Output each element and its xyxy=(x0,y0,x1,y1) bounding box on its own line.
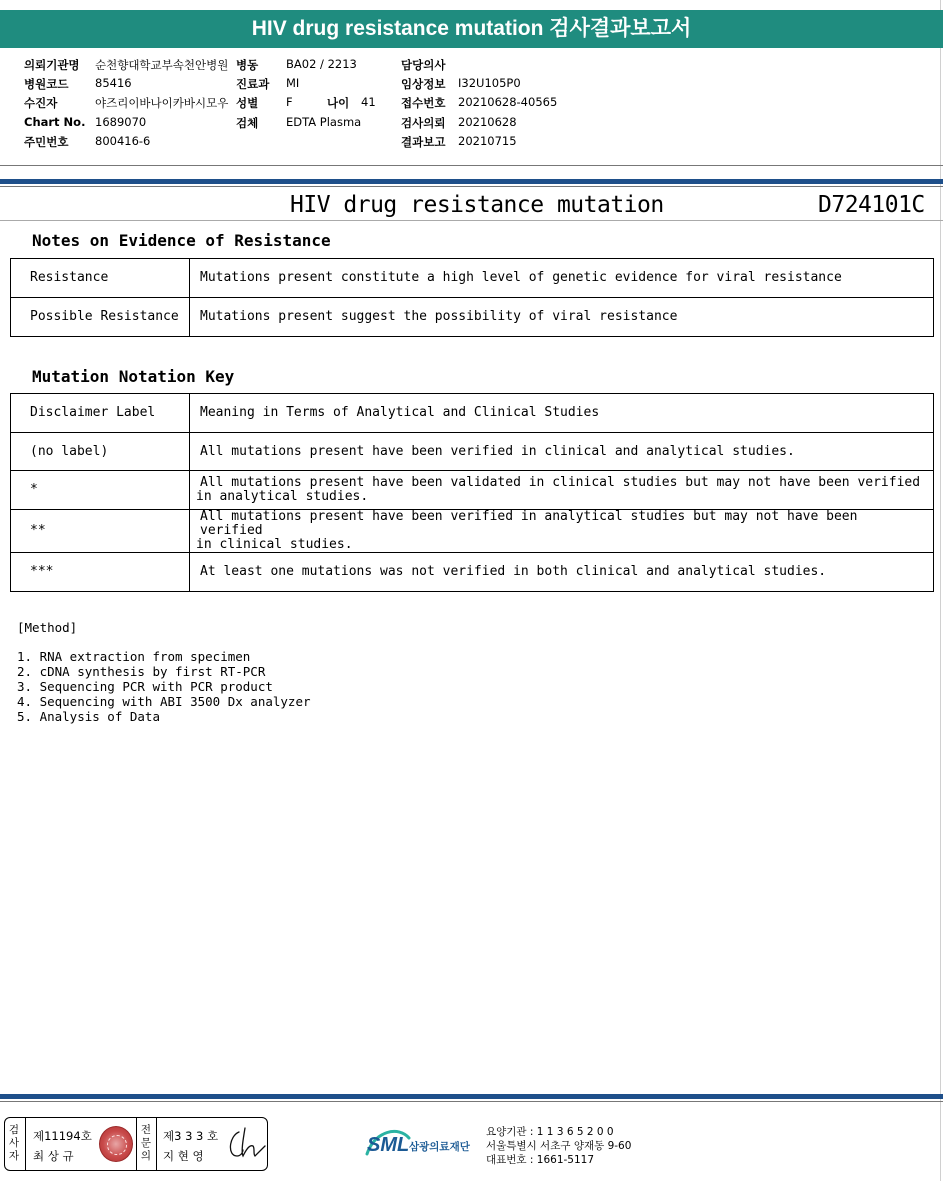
cell-line: At least one mutations was not verified in both clinical and analytical studies. xyxy=(200,564,827,579)
evidence-section-title: Notes on Evidence of Resistance xyxy=(32,231,331,250)
chart-value: 1689070 xyxy=(95,115,147,129)
report-date-label: 결과보고 xyxy=(401,135,446,149)
sex-value: F xyxy=(286,95,293,109)
id-label: 주민번호 xyxy=(24,135,69,149)
notation-table xyxy=(10,393,934,592)
divider xyxy=(0,220,943,221)
department-value: MI xyxy=(286,76,300,90)
table-row xyxy=(11,553,934,592)
page-right-border xyxy=(940,0,941,1181)
report-code: D724101C xyxy=(818,192,925,218)
patient-info xyxy=(0,52,943,162)
divider xyxy=(25,1118,26,1170)
receipt-value: 20210628-40565 xyxy=(458,95,558,109)
method-heading: [Method] xyxy=(17,620,78,635)
table-row xyxy=(11,510,934,553)
seal-icon xyxy=(99,1126,133,1162)
institution-label: 의뢰기관명 xyxy=(24,58,80,72)
specialist-name: 지 현 영 xyxy=(163,1149,204,1163)
patient-name-value: 야즈리이바나이카바시모우 xyxy=(95,96,229,110)
logo-text: SML xyxy=(367,1134,410,1156)
table-cell: * xyxy=(11,471,190,510)
method-step: 3. Sequencing PCR with PCR product xyxy=(17,679,273,694)
divider xyxy=(0,1101,943,1102)
method-step: 1. RNA extraction from specimen xyxy=(17,649,251,664)
method-step: 2. cDNA synthesis by first RT-PCR xyxy=(17,664,266,679)
notation-section-title: Mutation Notation Key xyxy=(32,367,235,386)
hospital-code-label: 병원코드 xyxy=(24,77,69,91)
footer-line: 대표번호 : 1661-5117 xyxy=(486,1154,595,1166)
age-value: 41 xyxy=(361,95,376,109)
divider xyxy=(0,165,943,166)
examiner-name: 최 상 규 xyxy=(33,1149,74,1163)
sex-label: 성별 xyxy=(236,96,259,110)
table-cell: Possible Resistance xyxy=(11,298,190,337)
id-value: 800416-6 xyxy=(95,134,151,148)
table-row xyxy=(11,433,934,471)
table-header-cell: Disclaimer Label xyxy=(11,394,190,433)
cell-line: All mutations present have been validated in clinical studies but may not have been verified xyxy=(200,475,921,490)
table-row xyxy=(11,259,934,298)
report-date-value: 20210715 xyxy=(458,134,517,148)
table-cell: *** xyxy=(11,553,190,592)
institution-value: 순천향대학교부속천안병원 xyxy=(95,58,229,72)
age-label: 나이 xyxy=(327,96,350,110)
specimen-label: 검체 xyxy=(236,116,259,130)
report-title: HIV drug resistance mutation xyxy=(290,192,664,218)
clinical-info-label: 임상정보 xyxy=(401,77,446,91)
department-label: 진료과 xyxy=(236,77,270,91)
table-cell: Mutations present constitute a high level of genetic evidence for viral resistance xyxy=(190,259,934,298)
divider xyxy=(156,1118,157,1170)
chart-label: Chart No. xyxy=(24,115,86,129)
examiner-label: 검사자 xyxy=(8,1124,20,1162)
table-cell: (no label) xyxy=(11,433,190,471)
method-step: 4. Sequencing with ABI 3500 Dx analyzer xyxy=(17,694,311,709)
divider xyxy=(0,186,943,187)
cell-line: All mutations present have been verified in analytical studies but may not have been verified xyxy=(200,509,858,538)
cell-line: All mutations present have been verified in clinical and analytical studies. xyxy=(200,443,795,459)
signature-icon xyxy=(223,1126,267,1162)
table-row xyxy=(11,298,934,337)
table-cell: ** xyxy=(11,510,190,553)
divider xyxy=(136,1118,137,1170)
clinical-info-value: I32U105P0 xyxy=(458,76,521,90)
footer-line: 요양기관 : 1 1 3 6 5 2 0 0 xyxy=(486,1126,614,1138)
table-cell xyxy=(190,553,934,592)
request-label: 검사의뢰 xyxy=(401,116,446,130)
org-name: 삼광의료재단 xyxy=(409,1141,470,1153)
ward-label: 병동 xyxy=(236,58,259,72)
cell-line: in analytical studies. xyxy=(196,489,369,504)
method-step: 5. Analysis of Data xyxy=(17,709,160,724)
cell-line: in clinical studies. xyxy=(196,537,353,552)
patient-name-label: 수진자 xyxy=(24,96,58,110)
table-cell xyxy=(190,433,934,471)
footer-info xyxy=(486,1125,631,1167)
table-cell xyxy=(190,510,934,553)
hospital-code-value: 85416 xyxy=(95,76,132,90)
receipt-label: 접수번호 xyxy=(401,96,446,110)
table-row xyxy=(11,471,934,510)
footer-line: 서울특별시 서초구 양재동 9-60 xyxy=(486,1140,632,1152)
page-title: HIV drug resistance mutation 검사결과보고서 xyxy=(0,10,943,48)
table-cell: Mutations present suggest the possibility of viral resistance xyxy=(190,298,934,337)
divider xyxy=(0,179,943,184)
doctor-label: 담당의사 xyxy=(401,58,446,72)
table-cell xyxy=(190,471,934,510)
table-row xyxy=(11,394,934,433)
signature-box xyxy=(4,1117,268,1171)
sml-logo xyxy=(365,1124,485,1164)
evidence-table xyxy=(10,258,934,337)
specialist-license: 제3 3 3 호 xyxy=(163,1129,219,1143)
examiner-license: 제11194호 xyxy=(33,1129,92,1143)
method-section xyxy=(17,620,311,724)
ward-value: BA02 / 2213 xyxy=(286,57,357,71)
specimen-value: EDTA Plasma xyxy=(286,115,362,129)
divider xyxy=(0,1094,943,1099)
specialist-label: 전문의 xyxy=(140,1124,152,1162)
table-cell: Resistance xyxy=(11,259,190,298)
table-header-cell: Meaning in Terms of Analytical and Clinical Studies xyxy=(190,394,934,433)
request-value: 20210628 xyxy=(458,115,517,129)
